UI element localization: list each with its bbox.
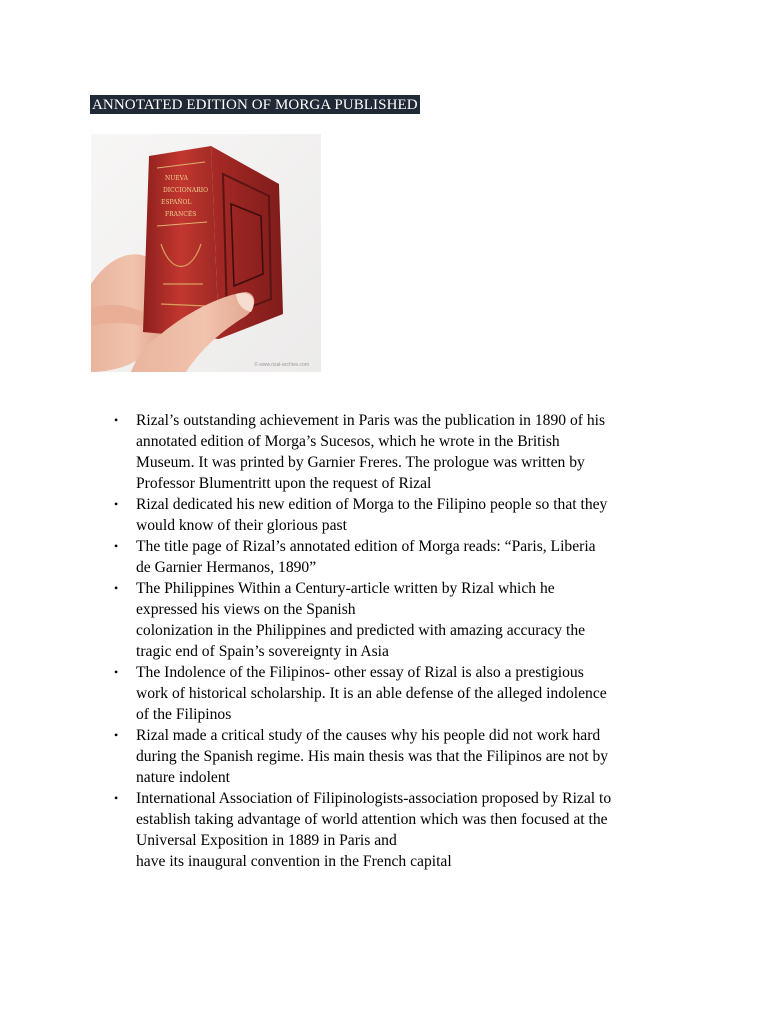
- list-item-text-line: Universal Exposition in 1889 in Paris and: [136, 832, 397, 849]
- list-item-text-line: annotated edition of Morga’s Sucesos, which he wrote in the British: [136, 433, 560, 450]
- bullet-icon: •: [114, 791, 119, 805]
- svg-text:NUEVA: NUEVA: [165, 175, 188, 182]
- bullet-icon: •: [114, 413, 119, 427]
- list-item: [114, 788, 696, 872]
- list-item: [114, 536, 696, 578]
- list-item-text-line: of the Filipinos: [136, 706, 232, 723]
- list-item-text-line: Professor Blumentritt upon the request of Rizal: [136, 475, 432, 492]
- list-item-text-line: colonization in the Philippines and predicted with amazing accuracy the: [136, 622, 586, 639]
- bullet-icon: •: [114, 581, 119, 595]
- list-item: [114, 578, 696, 662]
- page-title: ANNOTATED EDITION OF MORGA PUBLISHED: [92, 97, 418, 113]
- list-item-text-line: expressed his views on the Spanish: [136, 601, 356, 618]
- svg-text:ESPAÑOL: ESPAÑOL: [161, 199, 192, 206]
- list-item: [114, 662, 696, 725]
- list-item-text-line: would know of their glorious past: [136, 517, 347, 534]
- list-item-text-line: Rizal dedicated his new edition of Morga to the Filipino people so that they: [136, 496, 608, 513]
- list-item-text-line: International Association of Filipinologists-association proposed by Rizal to: [136, 790, 612, 807]
- book-illustration: [91, 134, 321, 372]
- list-item: [114, 494, 696, 536]
- svg-text:DICCIONARIO: DICCIONARIO: [163, 187, 209, 194]
- list-item-text-line: Rizal’s outstanding achievement in Paris was the publication in 1890 of his: [136, 412, 606, 429]
- svg-text:FRANCÉS: FRANCÉS: [165, 211, 197, 218]
- list-item-text-line: de Garnier Hermanos, 1890”: [136, 559, 317, 576]
- bullet-list: [114, 410, 696, 872]
- list-item-text-line: establish taking advantage of world attention which was then focused at the: [136, 811, 608, 828]
- list-item-text-line: The Indolence of the Filipinos- other essay of Rizal is also a prestigious: [136, 664, 584, 681]
- list-item-text-line: The Philippines Within a Century-article written by Rizal which he: [136, 580, 555, 597]
- list-item-text-line: nature indolent: [136, 769, 230, 786]
- list-item-text-line: Rizal made a critical study of the causes why his people did not work hard: [136, 727, 601, 744]
- list-item-text-line: during the Spanish regime. His main thesis was that the Filipinos are not by: [136, 748, 609, 765]
- list-item-text-line: Museum. It was printed by Garnier Freres. The prologue was written by: [136, 454, 585, 471]
- bullet-icon: •: [114, 728, 119, 742]
- book-in-hand-photo: [91, 134, 321, 372]
- list-item: [114, 725, 696, 788]
- list-item-text-line: work of historical scholarship. It is an able defense of the alleged indolence: [136, 685, 607, 702]
- bullet-icon: •: [114, 539, 119, 553]
- list-item: [114, 410, 696, 494]
- list-item-text-line: have its inaugural convention in the French capital: [136, 853, 452, 870]
- bullet-icon: •: [114, 665, 119, 679]
- list-item-text-line: tragic end of Spain’s sovereignty in Asia: [136, 643, 389, 660]
- photo-watermark: © www.rizal-archive.com: [254, 362, 309, 368]
- bullet-icon: •: [114, 497, 119, 511]
- list-item-text-line: The title page of Rizal’s annotated edition of Morga reads: “Paris, Liberia: [136, 538, 596, 555]
